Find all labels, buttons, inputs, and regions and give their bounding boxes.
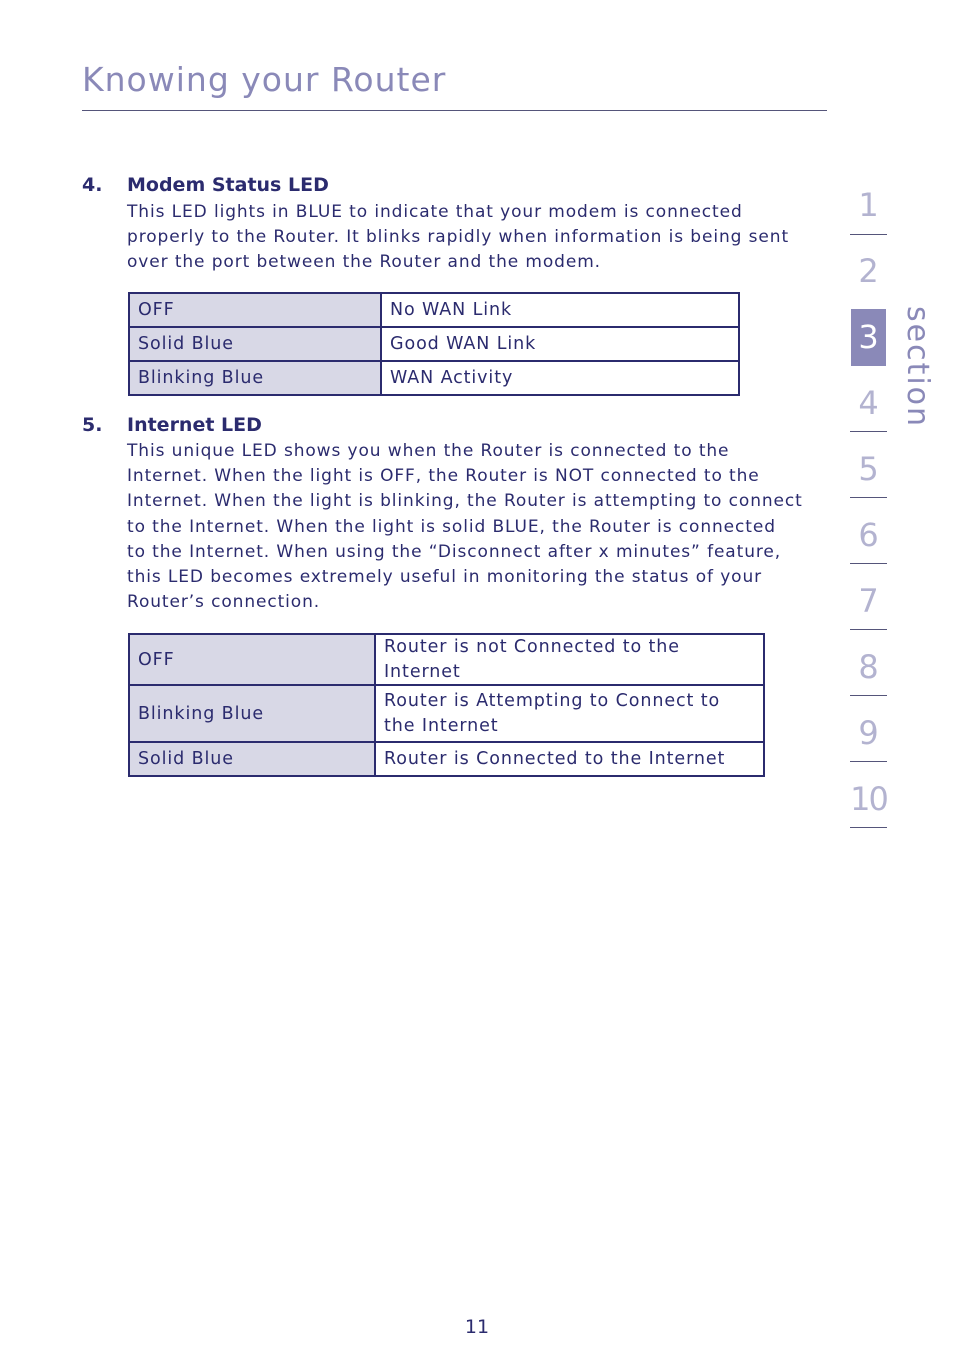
table-row bbox=[129, 685, 764, 742]
section-nav-item-1[interactable]: 1 bbox=[858, 186, 879, 224]
led-meaning: No WAN Link bbox=[381, 293, 739, 327]
modem-led-table bbox=[128, 292, 740, 396]
internet-led-table bbox=[128, 633, 765, 777]
section-nav-rule bbox=[850, 827, 887, 828]
section-4-body: This LED lights in BLUE to indicate that your modem is connected properly to the Router. It blinks rapidly when information is being sent over the port between the Router and the modem. bbox=[127, 202, 790, 273]
led-state: OFF bbox=[129, 634, 375, 685]
table-row bbox=[129, 293, 739, 327]
section-nav-item-5[interactable]: 5 bbox=[858, 450, 879, 488]
led-meaning: Router is not Connected to the Internet bbox=[375, 634, 764, 685]
led-state: Blinking Blue bbox=[129, 685, 375, 742]
section-nav-item-4[interactable]: 4 bbox=[858, 384, 879, 422]
section-nav-item-3-active[interactable]: 3 bbox=[851, 309, 886, 366]
section-nav-item-2[interactable]: 2 bbox=[858, 252, 879, 290]
page-number: 11 bbox=[464, 1316, 490, 1338]
section-nav-item-9[interactable]: 9 bbox=[858, 714, 879, 752]
title-rule bbox=[82, 110, 827, 111]
section-nav-item-10[interactable]: 10 bbox=[850, 780, 887, 818]
section-label: section bbox=[900, 306, 935, 429]
led-meaning: WAN Activity bbox=[381, 361, 739, 395]
section-nav-rule bbox=[850, 431, 887, 432]
led-meaning: Router is Attempting to Connect to the Internet bbox=[375, 685, 764, 742]
section-nav-item-8[interactable]: 8 bbox=[858, 648, 879, 686]
table-row bbox=[129, 361, 739, 395]
section-5-heading: Internet LED bbox=[127, 414, 262, 436]
section-nav-rule bbox=[850, 695, 887, 696]
table-row bbox=[129, 327, 739, 361]
section-nav-item-6[interactable]: 6 bbox=[858, 516, 879, 554]
led-state: Solid Blue bbox=[129, 327, 381, 361]
led-state: OFF bbox=[129, 293, 381, 327]
section-nav-rule bbox=[850, 497, 887, 498]
section-4-number: 4. bbox=[82, 174, 103, 196]
section-5-body: This unique LED shows you when the Router is connected to the Internet. When the light is OFF, the Router is NOT connected to the Internet. When the light is blinking, the Router is attempting to connect to the Internet. When the light is solid BLUE, the Router is connected to the Internet. When using the “Disconnect after x minutes” feature, this LED becomes extremely useful in monitoring the status of your Router’s connection. bbox=[127, 441, 803, 613]
section-nav-rule bbox=[850, 629, 887, 630]
led-state: Solid Blue bbox=[129, 742, 375, 776]
section-nav-rule bbox=[850, 761, 887, 762]
section-4-heading: Modem Status LED bbox=[127, 174, 329, 196]
table-row bbox=[129, 742, 764, 776]
section-5-number: 5. bbox=[82, 414, 103, 436]
section-nav-rule bbox=[850, 563, 887, 564]
led-state: Blinking Blue bbox=[129, 361, 381, 395]
led-meaning: Good WAN Link bbox=[381, 327, 739, 361]
led-meaning: Router is Connected to the Internet bbox=[375, 742, 764, 776]
section-nav-rule bbox=[850, 234, 887, 235]
table-row bbox=[129, 634, 764, 685]
section-nav-item-7[interactable]: 7 bbox=[858, 582, 879, 620]
page-title: Knowing your Router bbox=[82, 60, 447, 99]
